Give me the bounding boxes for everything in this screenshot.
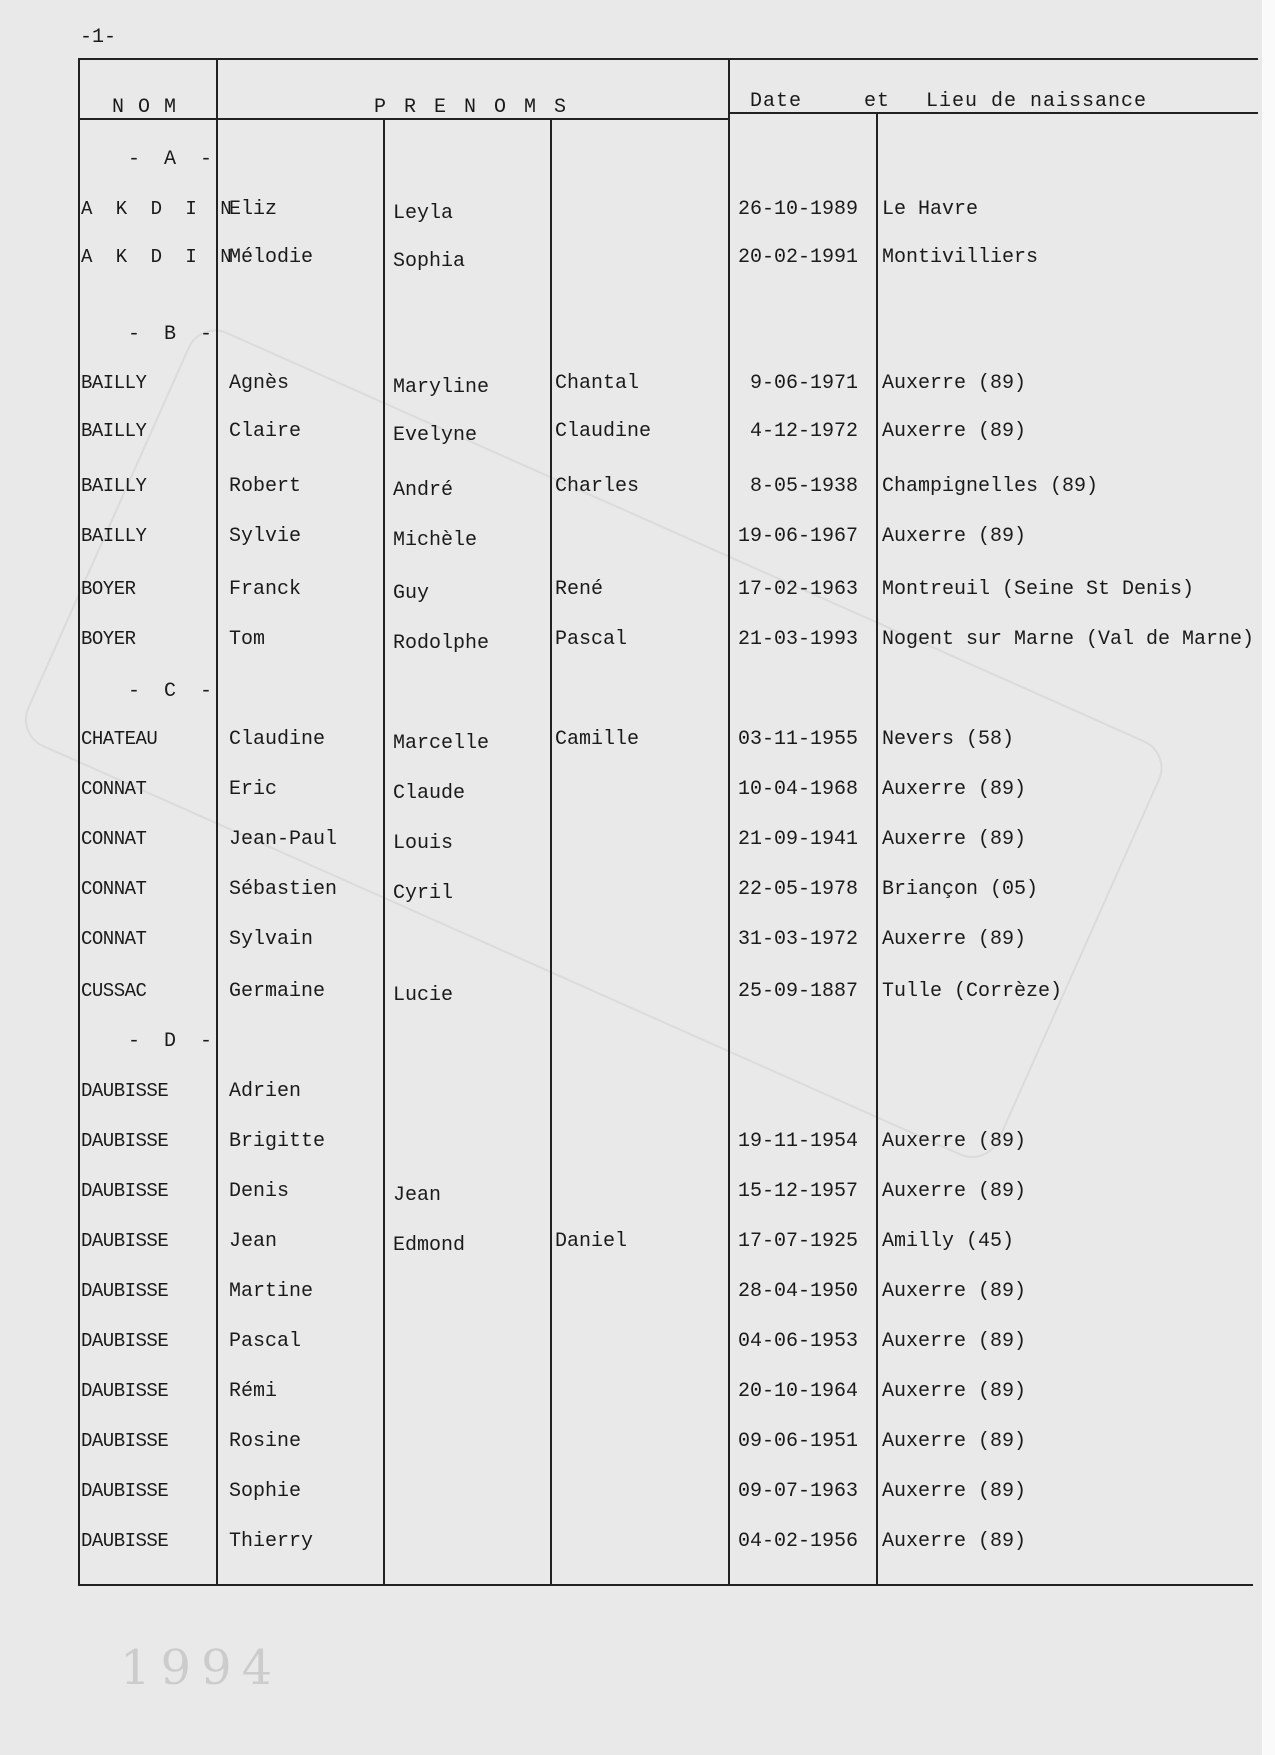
column-divider-nom — [216, 58, 218, 1586]
row-nom: DAUBISSE — [81, 1380, 169, 1402]
row-date: 26-10-1989 — [737, 198, 858, 221]
row-lieu: Auxerre (89) — [882, 1280, 1027, 1303]
row-prenom-1: Agnès — [229, 372, 290, 395]
row-lieu: Auxerre (89) — [882, 525, 1027, 548]
row-nom: BOYER — [81, 578, 136, 600]
row-lieu: Nogent sur Marne (Val de Marne) — [882, 628, 1255, 651]
row-lieu: Champignelles (89) — [882, 475, 1099, 498]
row-nom: BAILLY — [81, 420, 147, 442]
row-prenom-1: Adrien — [229, 1080, 302, 1103]
row-date: 21-09-1941 — [737, 828, 858, 851]
row-prenom-1: Martine — [229, 1280, 314, 1303]
row-date: 8-05-1938 — [749, 475, 858, 498]
row-prenom-2: Sophia — [393, 250, 466, 273]
row-prenom-2: André — [393, 479, 454, 502]
row-nom: BOYER — [81, 628, 136, 650]
row-lieu: Amilly (45) — [882, 1230, 1015, 1253]
row-nom: BAILLY — [81, 372, 147, 394]
header-et: et — [864, 90, 891, 113]
row-nom: DAUBISSE — [81, 1530, 169, 1552]
row-prenom-1: Franck — [229, 578, 302, 601]
row-prenom-3: Camille — [555, 728, 640, 751]
row-prenom-2: Lucie — [393, 984, 454, 1007]
row-lieu: Auxerre (89) — [882, 1330, 1027, 1353]
column-divider-prenom1 — [383, 118, 385, 1586]
row-prenom-2: Rodolphe — [393, 632, 490, 655]
row-prenom-1: Claudine — [229, 728, 326, 751]
row-date: 09-06-1951 — [737, 1430, 858, 1453]
row-prenom-1: Sophie — [229, 1480, 302, 1503]
row-prenom-1: Sébastien — [229, 878, 338, 901]
row-prenom-2: Maryline — [393, 376, 490, 399]
row-lieu: Auxerre (89) — [882, 1380, 1027, 1403]
row-lieu: Auxerre (89) — [882, 778, 1027, 801]
section-letter: - B - — [128, 323, 219, 346]
row-prenom-3: René — [555, 578, 604, 601]
row-prenom-2: Claude — [393, 782, 466, 805]
row-date: 9-06-1971 — [749, 372, 858, 395]
column-divider-date — [876, 112, 878, 1586]
row-date: 25-09-1887 — [737, 980, 858, 1003]
row-lieu: Auxerre (89) — [882, 420, 1027, 443]
row-prenom-2: Marcelle — [393, 732, 490, 755]
row-lieu: Auxerre (89) — [882, 1430, 1027, 1453]
row-nom: DAUBISSE — [81, 1280, 169, 1302]
row-prenom-1: Robert — [229, 475, 302, 498]
row-prenom-3: Claudine — [555, 420, 652, 443]
row-prenom-1: Eric — [229, 778, 278, 801]
section-letter: - C - — [128, 680, 219, 703]
row-date: 09-07-1963 — [737, 1480, 858, 1503]
row-prenom-2: Edmond — [393, 1234, 466, 1257]
row-lieu: Auxerre (89) — [882, 828, 1027, 851]
row-nom: CONNAT — [81, 778, 147, 800]
row-lieu: Le Havre — [882, 198, 979, 221]
row-prenom-1: Denis — [229, 1180, 290, 1203]
column-divider-prenom2 — [550, 118, 552, 1586]
row-nom: DAUBISSE — [81, 1180, 169, 1202]
row-date: 28-04-1950 — [737, 1280, 858, 1303]
row-prenom-2: Guy — [393, 582, 430, 605]
row-lieu: Auxerre (89) — [882, 1130, 1027, 1153]
column-divider-prenoms — [728, 58, 730, 1586]
row-lieu: Auxerre (89) — [882, 1480, 1027, 1503]
row-nom: BAILLY — [81, 525, 147, 547]
row-date: 21-03-1993 — [737, 628, 858, 651]
row-prenom-1: Rémi — [229, 1380, 278, 1403]
row-date: 17-02-1963 — [737, 578, 858, 601]
row-prenom-2: Louis — [393, 832, 454, 855]
row-prenom-1: Claire — [229, 420, 302, 443]
row-date: 20-02-1991 — [737, 246, 858, 269]
row-nom: CONNAT — [81, 878, 147, 900]
table-bottom-border — [78, 1584, 1253, 1586]
row-lieu: Montivilliers — [882, 246, 1039, 269]
row-lieu: Auxerre (89) — [882, 372, 1027, 395]
row-date: 15-12-1957 — [737, 1180, 858, 1203]
row-date: 17-07-1925 — [737, 1230, 858, 1253]
margin-note: 1994 — [120, 1640, 283, 1696]
row-nom: DAUBISSE — [81, 1080, 169, 1102]
header-prenoms: P R E N O M S — [374, 96, 570, 119]
row-nom: DAUBISSE — [81, 1480, 169, 1502]
row-nom: CUSSAC — [81, 980, 147, 1002]
row-prenom-1: Jean-Paul — [229, 828, 338, 851]
row-lieu: Auxerre (89) — [882, 928, 1027, 951]
row-nom: DAUBISSE — [81, 1330, 169, 1352]
row-prenom-2: Leyla — [393, 202, 454, 225]
row-nom: DAUBISSE — [81, 1230, 169, 1252]
row-date: 4-12-1972 — [749, 420, 858, 443]
row-prenom-1: Brigitte — [229, 1130, 326, 1153]
row-lieu: Nevers (58) — [882, 728, 1015, 751]
row-date: 04-02-1956 — [737, 1530, 858, 1553]
row-prenom-1: Rosine — [229, 1430, 302, 1453]
row-date: 03-11-1955 — [737, 728, 858, 751]
row-nom: DAUBISSE — [81, 1130, 169, 1152]
row-prenom-1: Thierry — [229, 1530, 314, 1553]
row-prenom-2: Cyril — [393, 882, 454, 905]
row-nom: CONNAT — [81, 828, 147, 850]
row-prenom-3: Charles — [555, 475, 640, 498]
row-prenom-1: Germaine — [229, 980, 326, 1003]
row-nom: A K D I N — [81, 198, 238, 220]
section-letter: - D - — [128, 1030, 219, 1053]
row-prenom-1: Sylvain — [229, 928, 314, 951]
section-letter: - A - — [128, 148, 219, 171]
row-date: 04-06-1953 — [737, 1330, 858, 1353]
page-edge — [1262, 0, 1275, 1755]
row-prenom-3: Daniel — [555, 1230, 628, 1253]
row-date: 10-04-1968 — [737, 778, 858, 801]
row-prenom-2: Jean — [393, 1184, 442, 1207]
row-prenom-1: Tom — [229, 628, 266, 651]
row-prenom-1: Pascal — [229, 1330, 302, 1353]
row-date: 22-05-1978 — [737, 878, 858, 901]
row-prenom-3: Pascal — [555, 628, 628, 651]
row-nom: CONNAT — [81, 928, 147, 950]
row-nom: A K D I N — [81, 246, 238, 268]
header-nom: N O M — [112, 96, 178, 119]
row-nom: BAILLY — [81, 475, 147, 497]
row-date: 20-10-1964 — [737, 1380, 858, 1403]
row-prenom-1: Eliz — [229, 198, 278, 221]
table-top-border — [78, 58, 1258, 60]
row-prenom-2: Michèle — [393, 529, 478, 552]
page-number: -1- — [80, 26, 117, 49]
row-lieu: Auxerre (89) — [882, 1180, 1027, 1203]
row-date: 31-03-1972 — [737, 928, 858, 951]
row-lieu: Briançon (05) — [882, 878, 1039, 901]
row-nom: CHATEAU — [81, 728, 158, 750]
row-nom: DAUBISSE — [81, 1430, 169, 1452]
row-prenom-1: Sylvie — [229, 525, 302, 548]
table-left-border — [78, 58, 80, 1586]
row-lieu: Montreuil (Seine St Denis) — [882, 578, 1195, 601]
row-date: 19-06-1967 — [737, 525, 858, 548]
row-prenom-1: Jean — [229, 1230, 278, 1253]
row-prenom-2: Evelyne — [393, 424, 478, 447]
row-date: 19-11-1954 — [737, 1130, 858, 1153]
row-lieu: Auxerre (89) — [882, 1530, 1027, 1553]
row-prenom-3: Chantal — [555, 372, 640, 395]
row-lieu: Tulle (Corrèze) — [882, 980, 1063, 1003]
row-prenom-1: Mélodie — [229, 246, 314, 269]
header-date: Date — [750, 90, 803, 113]
header-lieu: Lieu de naissance — [926, 90, 1148, 113]
